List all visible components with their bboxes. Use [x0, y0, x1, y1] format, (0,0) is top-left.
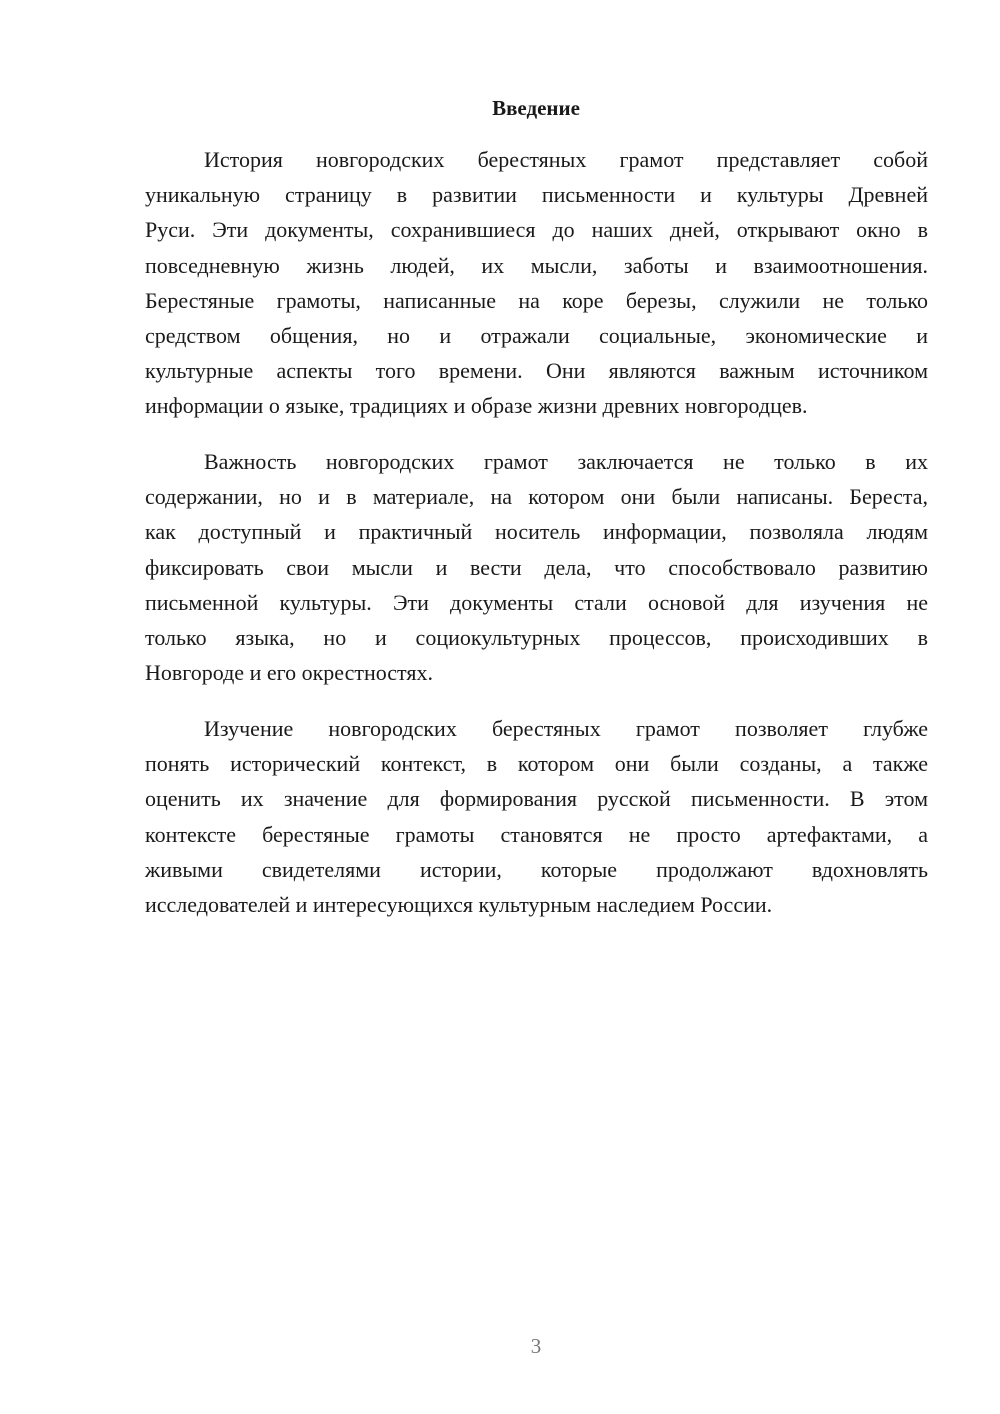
text-line: средством общения, но и отражали социальные, экономические и — [145, 322, 928, 348]
text-line: понять исторический контекст, в котором они были созданы, а также — [145, 751, 928, 777]
text-line: Важность новгородских грамот заключается не только в их — [204, 449, 928, 474]
text-line: как доступный и практичный носитель информации, позволяла людям — [145, 519, 928, 545]
text-line: содержании, но и в материале, на котором они были написаны. Береста, — [145, 484, 928, 510]
text-line: исследователей и интересующихся культурным наследием России. — [145, 891, 773, 917]
text-line: повседневную жизнь людей, их мысли, заботы и взаимоотношения. — [145, 252, 928, 278]
text-line: контексте берестяные грамоты становятся не просто артефактами, а — [145, 821, 928, 847]
page-number: 3 — [530, 1334, 542, 1358]
text-line: информации о языке, традициях и образе жизни древних новгородцев. — [145, 393, 808, 419]
text-line: живыми свидетелями истории, которые продолжают вдохновлять — [145, 856, 928, 882]
paragraph-2 — [145, 444, 928, 690]
section-title: Введение — [492, 96, 580, 120]
text-line: фиксировать свои мысли и вести дела, что способствовало развитию — [145, 554, 928, 580]
paragraph-1 — [145, 142, 928, 424]
text-line: Новгороде и его окрестностях. — [145, 660, 433, 686]
text-line: Изучение новгородских берестяных грамот позволяет глубже — [204, 716, 928, 741]
text-line: только языка, но и социокультурных процессов, происходивших в — [145, 624, 928, 650]
text-line: История новгородских берестяных грамот представляет собой — [204, 147, 928, 172]
text-line: письменной культуры. Эти документы стали основой для изучения не — [145, 589, 928, 615]
text-line: Руси. Эти документы, сохранившиеся до наших дней, открывают окно в — [145, 217, 928, 243]
text-line: оценить их значение для формирования русской письменности. В этом — [145, 786, 928, 812]
text-line: Берестяные грамоты, написанные на коре березы, служили не только — [145, 287, 928, 313]
paragraph-3 — [145, 711, 928, 922]
text-line: культурные аспекты того времени. Они являются важным источником — [145, 358, 928, 384]
text-line: уникальную страницу в развитии письменности и культуры Древней — [145, 182, 928, 208]
